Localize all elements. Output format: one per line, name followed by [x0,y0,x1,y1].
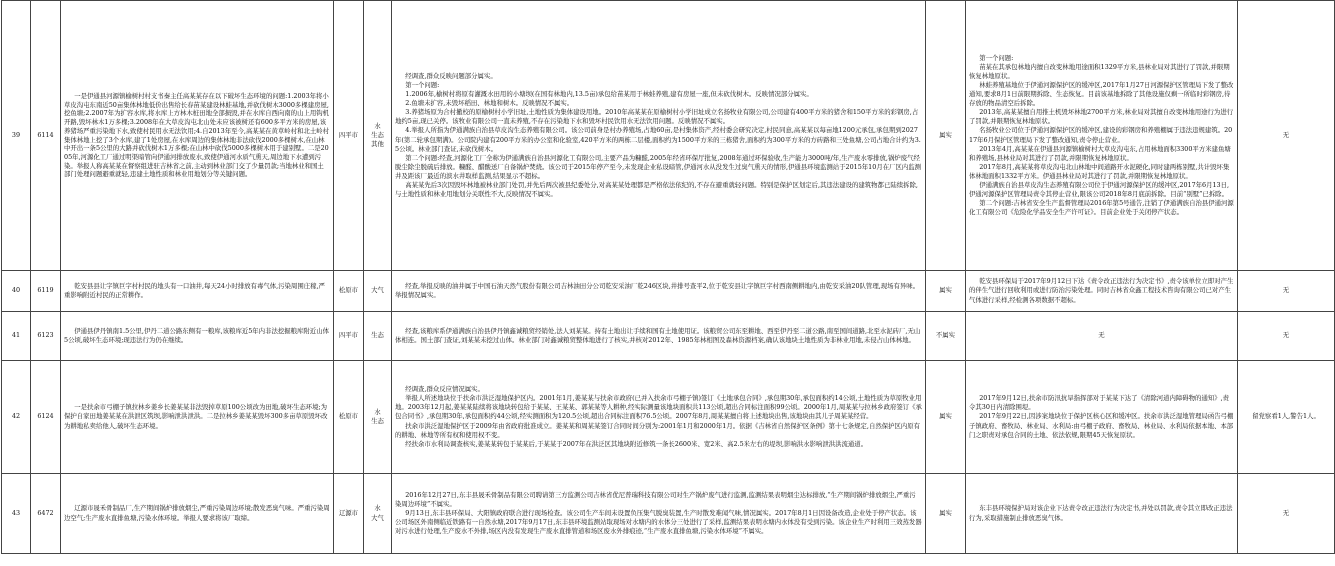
finding-paragraph: 经查,举报反映的油井属于中国石油天然气股份有限公司吉林油田分公司乾安采油厂乾246区块,井排号查平2,位于乾安县让字镇巨字村西南侧耕地内,由乾安采油20队管理,现场有异味。举报情况属实。 [395,281,920,299]
pollution-type: 水 大气 [364,474,392,554]
investigation-findings [392,474,926,554]
row-index: 39 [2,1,31,271]
rectification-paragraph: 2013年,高某某擅自用推土机毁坏林地2700平方米,林业局对其擅自改变林地用途行为进行了罚款,并限期恢复林地原状。 [969,108,1234,126]
finding-paragraph: 扶余市洪泛湿地保护区于2009年由省政府批准成立。姜某某和周某某签订合同时间分别为:2001年1月和2000年1月。依据《吉林省自然保护区条例》第十七条规定,自然保护区内原有的耕地、林地等所有权和使用权不变。 [395,421,921,439]
finding-paragraph: 2.鱼塘未扩容,未毁坏稻田、林地和树木。反映情况不属实。 [405,99,574,108]
finding-paragraph: 第二个问题:经查,河源化工厂全称为伊通满族自治县河源化工有限公司,主要产品为糠醛,2005年经省环保厅批复,2008年通过环保验收,生产能力3000吨/年,生产废水零排放,锅炉废气经脱尘除尘脱硫后排放。糠醛、醋酸送厂自备锅炉焚烧。该公司于2015年停产至今,未发现企业私设暗管,伊通河水从没发生过臭气熏天的情形,伊通县环境监测站于2015年10月在厂区内监测井及距该厂最近的滨水井取样监测,结果显示不超标。 [395,153,922,180]
rectification-paragraph: 2017年9月12日,扶余市防汛抗旱指挥部对于某某下达了《清除河道内障碍物的通知》,责令其30日内清除围堤。 [969,394,1230,412]
pollution-type: 水 生态 其他 [364,1,392,271]
verdict: 属实 [926,474,966,554]
rectification-paragraph: 第一个问题: [979,53,1014,62]
finding-paragraph: 高某某先后3次因毁坏林地被林业部门处罚,并先后两次被县纪委处分,对高某某处理都是严格依法依纪的,不存在避重就轻问题。特别是保护区划定后,其违法建设的建筑物都已陆续拆除,与土地性质和林业用地划分关联性不大,反映情况不属实。 [395,180,918,199]
table-row [2,271,1335,312]
accountability: 无 [1238,1,1335,271]
row-index: 41 [2,312,31,361]
finding-paragraph: 3.养猪场原为合村撤校的原榆树村小学旧址,土地性质为集体建设用地。2010年高某某在原榆树村小学旧址成立名扬牧业有限公司,公司建有400平方米的猪舍和150平方米的彩钢房,占地约5亩,现已关停。该牧业有限公司一直未养殖,不存在污染地下水和毁坏村民饮用水无法饮用问题。反映情况不属实。 [395,108,919,126]
finding-paragraph: 4.举报人所指为伊通满族自治县草皮沟生态养殖有限公司。该公司前身是村办养殖场,占地60亩,是村集体资产,经村委会研究决定,村民同意,高某某以每亩地1200元承包,承包期到2027年(第二轮承包期满)。公司院内建有200平方米的办公室和化验室,420平方米的两栋二层楼,面积约为1500平方米的三栋猪舍,面积约为300平方米的方砖路和三处鱼塘,公司占地合计约为3.5公顷。林业部门查证,未砍伐树木。 [395,126,921,153]
row-index: 40 [2,271,31,312]
rectification-paragraph: 2017年9月22日,因涉案地块位于保护区核心区和缓冲区。扶余市洪泛湿地管理局函告弓棚子镇政府、畜牧局、林业局、水利局:由弓棚子政府、畜牧局、林业局、水利局依据本地、本部门之职责对承包合同的土地、依法依规,限期45天恢复原状。 [969,412,1234,439]
city: 四平市 [334,312,364,361]
verdict: 属实 [926,271,966,312]
investigation-findings [392,312,926,361]
case-number: 6114 [31,1,61,271]
city: 松原市 [334,361,364,474]
verdict: 属实 [926,1,966,271]
report-table [1,0,1335,554]
complaint-content: 伊通县伊丹镇南1.5公里,伊丹二道公路东侧有一粮库,该粮库近5年内非法挖掘粮库附近山体5公顷,破坏生态环境;现违法行为仍在继续。 [61,312,334,361]
investigation-findings [392,271,926,312]
city: 四平市 [334,1,364,271]
rectification [966,361,1238,474]
case-number: 6472 [31,474,61,554]
complaint-content: 辽源市晟禾骨制品厂,生产期间锅炉排放烟尘,严重污染周边环境;散发恶臭气味。严重污染周边空气;生产废水直排鱼塘,污染水体环境。举报人要求将该厂取缔。 [61,474,334,554]
rectification [966,271,1238,312]
pollution-type: 生态 [364,312,392,361]
rectification-paragraph: 2013年4月,高某某在伊通县河源镇榆树村大草皮沟屯东,占用林地面积3300平方米建鱼塘和养殖场,县林业局对其进行了罚款,并限期恢复林地原状。 [969,144,1231,162]
finding-paragraph: 9月13日,东丰县环保局、大阳镇政府联合进行现场检查。该公司生产车间未设置负压集气脱臭装置,生产时散发难闻气味,情况属实。2017年8月1日因设备改造,企业处于停产状态。该公司场区外南侧临近铁路有一自然水塘,2017年9月17日,东丰县环境监测站取现场对水塘内的水体分三处进行了采样,监测结果表明水塘内水体没有受到污染。该企业生产时利用三效蒸发器对污水进行处理,生产废水不外排,场区内没有发现生产废水直排管道和场区废水外排痕迹,“生产废水直排鱼塘,污染水体环境”不属实。 [395,508,922,536]
table-row [2,1,1335,271]
verdict: 不属实 [926,312,966,361]
table-row [2,474,1335,554]
finding-paragraph: 经扶余市水利局调查核实,姜某某转包于某某后,于某某于2007年在洪泛区其地块附近修筑一条长2600米、宽2米、高2.5米左右的堤坝,影响洪水影响泄洪洪流通道。 [405,439,868,448]
accountability: 无 [1238,474,1335,554]
case-number: 6119 [31,271,61,312]
finding-paragraph: 经查,该粮库系伊通满族自治县伊丹镇鑫诚粮贸经销处,法人刘某某。持有土地出让手续和国有土地使用证。该粮贸公司东至耕地、西至伊丹至二道公路,南至国间道路,北至水泥砖厂,无山体相连。国土部门查证,刘某某未挖过山体。林业部门对鑫诚粮贸整体地进行了核实,并核对2012年、1985年林相图及森林资源档案,确认该地块土地性质为非林业用地,未侵占山体林地。 [395,326,921,344]
row-index: 43 [2,474,31,554]
rectification [966,474,1238,554]
finding-paragraph: 2016年12月27日,东丰县晟禾骨制品有限公司聘请第三方监测公司吉林省优尼普瑞科技有限公司对生产锅炉废气进行监测,监测结果表明烟尘达标排放,“生产期间锅炉排放烟尘,严重污染周边环境”不属实。 [395,490,916,508]
rectification-paragraph: 苗某在其承包林地内擅自改变林地用途面积1329平方米,县林业局对其进行了罚款,并限期恢复林地原状。 [969,62,1230,80]
rectification [966,1,1238,271]
investigation-findings [392,1,926,271]
finding-paragraph: 第一个问题: [405,80,440,89]
complaint-content: 一是扶余市弓棚子镇拉林乡姜乡长姜某某非法毁掉草原100公顷改为田地,破坏生态环境;为保护自家田地姜某某在洪泄区筑坝,影响泄洪泄洪。二是拉林乡姜某某毁坏300多亩草原毁坏改为耕地私卖给他人,破坏生态环境。 [61,361,334,474]
finding-paragraph: 经调查,群众反映问题部分属实。 [405,71,497,80]
finding-paragraph: 1.2006年,榆树村将原有灌溉水田用的小塘坝(在国有林地内,13.5亩)承包给苗某用于林蛙养殖,建有房屋一座,但未砍伐树木。反映情况部分属实。 [405,90,813,99]
verdict: 属实 [926,361,966,474]
rectification-paragraph: 林蛙养殖基地位于伊通河源保护区的缓冲区,2017年1月27日河源保护区管理局下发了整改通知,要求8月1日前限期拆除、生态恢复。目前该基地拆除了其他设施仅剩一所临时彩钢房,待存放的物品清空后拆除。 [969,80,1234,108]
rectification-paragraph: 伊通满族自治县草皮沟生态养殖有限公司位于伊通河源保护区的缓冲区,2017年6月13日,伊通河源保护区管理局责令其停止营业,限该公司2018年8月底前拆除。目前“别墅”已拆除。 [969,180,1230,199]
pollution-type: 水 生态 [364,361,392,474]
city: 松原市 [334,271,364,312]
table-row [2,361,1335,474]
case-number: 6124 [31,361,61,474]
case-number: 6123 [31,312,61,361]
accountability: 无 [1238,271,1335,312]
accountability: 留党察看1人,警告1人。 [1238,361,1335,474]
row-index: 42 [2,361,31,474]
rectification-paragraph: 东丰县环境保护局对该企业下达责令改正违法行为决定书,并处以罚款,责令其立即改正违法行为,采取措施制止排放恶臭气体。 [969,504,1233,522]
table-row [2,312,1335,361]
accountability: 无 [1238,312,1335,361]
rectification-paragraph: 无 [1098,331,1105,340]
rectification-paragraph: 第二个问题:吉林省安全生产监督管理局2016年第5号通告,注销了伊通满族自治县伊通河源化工有限公司《危险化学品安全生产许可证》。目前企业处于关闭停产状态。 [969,199,1234,217]
rectification-paragraph: 2017年8月,高某某将草皮沟屯北山林地中间道路开水泥硬化,同时建两栋别墅,共计毁坏集体林地面积1332平方米。伊通县林业局对其进行了罚款,并限期恢复林地原状。 [969,162,1230,180]
rectification [966,312,1238,361]
investigation-findings [392,361,926,474]
complaint-content: 乾安县县让字镇巨字村村民的地头有一口油井,每天24小时排放有毒气体,污染周围庄稼,严重影响附近村民的正常耕作。 [61,271,334,312]
city: 辽源市 [334,474,364,554]
rectification-paragraph: 乾安县环保局于2017年9月12日下达《责令改正违法行为决定书》,责令该单位立即对产生的伴生气进行回收利用或进行防治污染处理。同时吉林省众鑫工程技术咨询有限公司已对产生气体进行采样,经检测各项数据不超标。 [969,277,1234,304]
rectification-paragraph: 名扬牧业公司位于伊通河源保护区的缓冲区,建设的彩钢房和养殖棚属于违法违规建筑。2017年6月保护区管理局下发了整改通知,责令停止营业。 [969,126,1233,144]
pollution-type: 大气 [364,271,392,312]
complaint-content: 一是伊通县河源镇榆树村村支书秦主任高某某存在以下破坏生态环境的问题:1.2003年将小草皮沟屯东南近50亩集体林地低价出售给长春苗某建设林蛙基地,并砍伐树木3000多棵建房屋,挖鱼塘;2.2007年为扩容水库,将水库上方林木桩田地全部损毁,并在水库自西向南的山上用钩机开路,毁坏林木1万多棵;3.2008年在大草皮沟屯北山处未应该被树还有600多平方米的房屋,该养猪场严重污染地下水,致使村民用水无法饮用;4.自2013年至今,高某某在黄草岭村和北土岭村集体林地上挖了3个水库,建了1处房屋,在水库周边的集体林地非法砍伐2000多棵树木,在山林中开出一条5公里的大路并砍伐树木1万多棵;在山林中砍伐5000多棵树木用于建别墅。二是2005年,河源化工厂通过明渠暗管向伊通河排放废水,致使伊通河水质气熏天,周边地下水遭到污染。举报人称高某某在督察组进驻吉林省之前,主动到林业部门交了少量罚款;当地林业和国土部门处理问题避重就轻,违建土地性质和林业用地划分等关键问题。 [61,1,334,271]
finding-paragraph: 经调查,群众反应情况属实。 [405,385,484,394]
finding-paragraph: 举报人所述地块位于扶余市洪泛湿地保护区内。2001年1月,姜某某与扶余市政府(已并入扶余市弓棚子镇)签订《土地承包合同》,承包期30年,承包面积约14公顷,土地性质为草原牧业用地。2003年12月起,姜某某陆续将该地块转包给于某某、王某某、郭某某等人耕种,经实际测量该地块面积共113公顷,超出合同标注面积99公顷。2000年1月,周某某与拉林乡政府签订《承包合同书》,承包期30年,承包面积约44公顷,经实测面积为120.5公顷,超出合同标注面积76.5公顷。2007年8月,周某某擅自将上述地块出售,该地块由其儿子周某某经营。 [395,394,922,421]
